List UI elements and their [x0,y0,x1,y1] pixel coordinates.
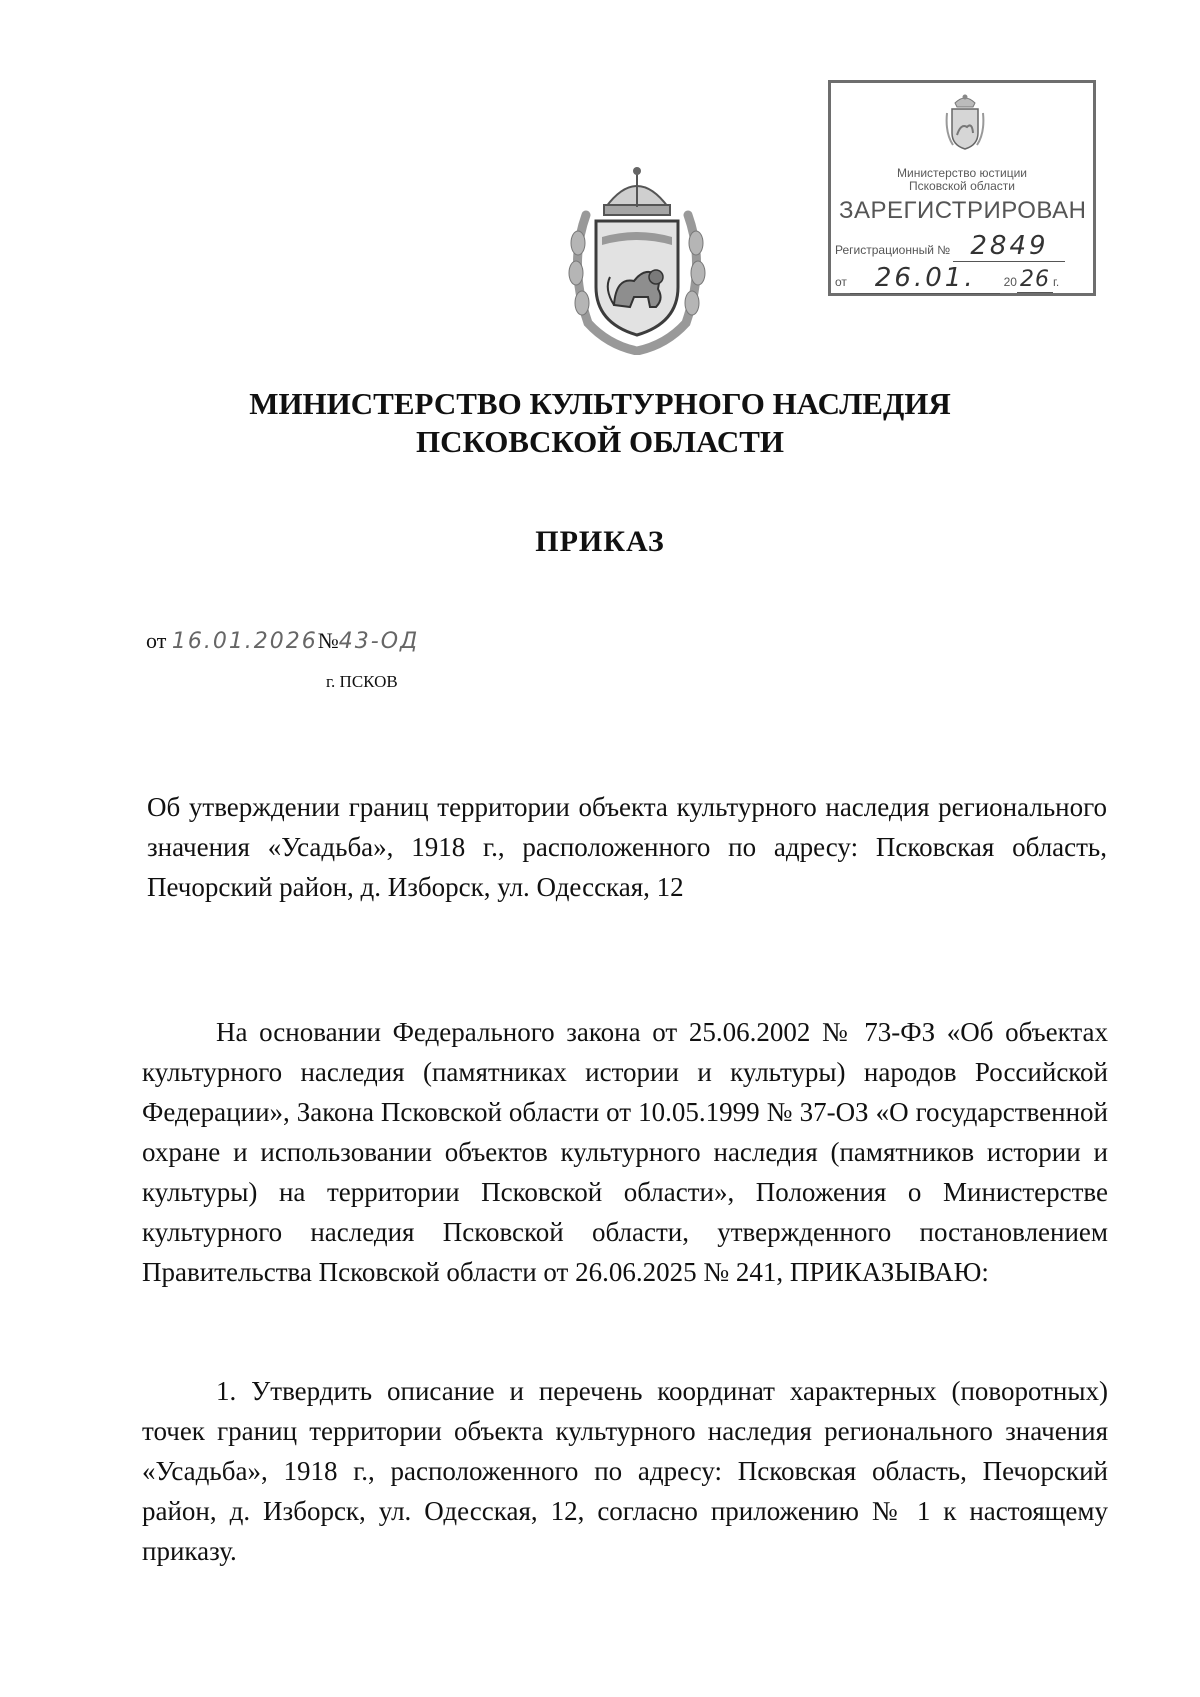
document-type: ПРИКАЗ [535,525,665,558]
city: г. ПСКОВ [326,672,398,691]
stamp-date-prefix: от [835,275,847,289]
stamp-year-field [1017,267,1053,293]
stamp-reg-number-field [953,231,1065,262]
stamp-reg-number: 2849 [970,231,1049,261]
ministry-title-line1: МИНИСТЕРСТВО КУЛЬТУРНОГО НАСЛЕДИЯ [249,386,951,421]
stamp-date-value: 26.01. [874,263,976,293]
stamp-date-field [850,263,1000,294]
preamble-paragraph: На основании Федерального закона от 25.06.2002 № 73-ФЗ «Об объектах культурного наследия (памятниках истории и культуры) народов Российской Федерации», Закона Псковской области от 10.05.1999 № 37-ОЗ «О государственной охране и использовании объектов культурного наследия (памятников истории и культуры) на территории Псковской области», Положения о Министерстве культурного наследия Псковской области, утвержденного постановлением Правительства Псковской области от 26.06.2025 № 241, ПРИКАЗЫВАЮ: [142,1017,1108,1287]
stamp-year-prefix: 20 [1003,275,1017,289]
stamp-year-suffix: г. [1052,275,1060,289]
stamp-status: ЗАРЕГИСТРИРОВАН [839,197,1087,224]
stamp-date-row [835,263,1089,294]
order-date-prefix: от [146,628,167,653]
coat-of-arms-icon [943,89,987,153]
coat-of-arms-icon [564,165,710,355]
stamp-year-value: 26 [1019,267,1050,292]
stamp-org-line1: Министерство юстиции [897,166,1027,180]
ministry-title-line2: ПСКОВСКОЙ ОБЛАСТИ [415,424,785,459]
stamp-reg-label: Регистрационный № [835,243,951,257]
order-subject: Об утверждении границ территории объекта культурного наследия регионального значения «Усадьба», 1918 г., расположенного по адресу: Псковская область, Печорский район, д. Изборск, ул. Одесская, 12 [147,792,1107,902]
registration-stamp [828,80,1096,296]
order-date-line [146,628,419,654]
order-date: 16.01.2026 [171,629,318,654]
stamp-org-line2: Псковской области [909,179,1015,193]
order-item-1: 1. Утвердить описание и перечень координат характерных (поворотных) точек границ территории объекта культурного наследия регионального значения «Усадьба», 1918 г., расположенного по адресу: Псковская область, Печорский район, д. Изборск, ул. Одесская, 12, согласно приложению № 1 к настоящему приказу. [142,1376,1108,1566]
order-number-prefix: № [317,628,339,653]
stamp-reg-row [835,231,1089,262]
order-number: 43-ОД [338,629,420,654]
